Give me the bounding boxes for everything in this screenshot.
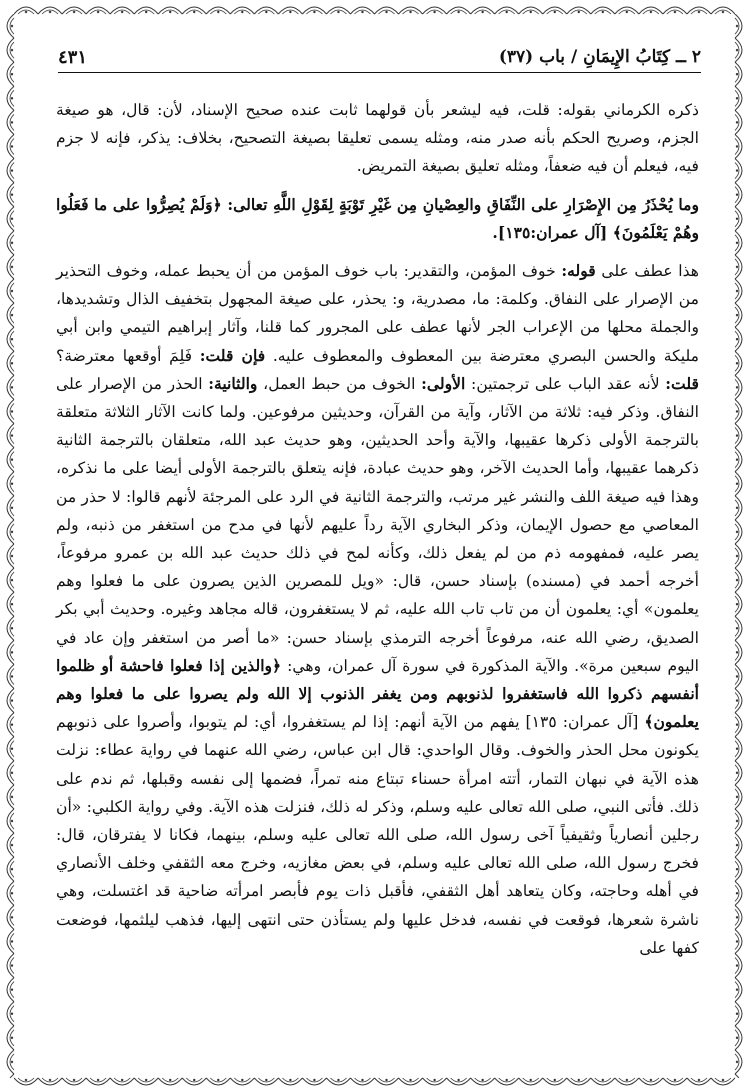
running-header — [58, 42, 701, 73]
decorative-border-bottom — [14, 1076, 735, 1090]
bab-heading: وما يُحْذَرُ مِن الإِصْرَارِ على النِّفَاقِ والعِصْيانِ مِن غَيْرِ تَوْبَةٍ لِقَوْلِ اللَّهِ تعالى: — [221, 194, 699, 214]
text-segment: لأنه عقد الباب على ترجمتين: — [465, 374, 666, 393]
text-segment: الخوف من حبط العمل، — [257, 374, 422, 393]
paragraph — [56, 96, 699, 181]
quran-verse: ﴿وَلَمْ يُصِرُّوا على ما فَعَلُوا وهُمْ يَعْلَمُونَ﴾ — [56, 194, 699, 242]
running-title: ٢ ــ كِتَابُ الإِيمَانِ / باب (٣٧) — [498, 47, 701, 67]
decorative-border-left — [2, 14, 16, 1078]
text-segment: الحذر من الإصرار على النفاق. وذكر فيه: ثلاثة من الآثار، وآية من القرآن، وحديثين مرفوعين. ولما كانت الآثار الثلاثة متعلقة بالترجمة الأولى ذكرها عقيبها، والآية وأحد الحديثين، وهو حديث عبد الله، متعلقان بالترجمة الثانية ذكرهما عقيبها، وأما الحديث الآخر، وهو حديث عبادة، فإنه يتعلق بالترجمة الأولى أيضا على ما نذكره، وهذا فيه صيغة اللف والنشر غير مرتب، والترجمة الثانية في الرد على المرجئة لأنهم قالوا: لا حذر من المعاصي مع حصول الإيمان، وذكر البخاري الآية رداً عليهم لأنها في مدح من استغفر من ذنبه، ولم يصر عليه، فمفهومه ذم من لم يفعل ذلك، وكأنه لمح في ذلك حديث عبد الله بن عمرو مرفوعاً، أخرجه أحمد في (مسنده) بإسناد حسن، قال: «ويل للمصرين الذين يصرون على ما فعلوا وهم يعلمون» أي: يعلمون أن من تاب تاب الله عليه، ثم لا يستغفرون، قاله مجاهد وغيره. وحديث أبي بكر الصديق، رضي الله عنه، مرفوعاً أخرجه الترمذي بإسناد حسن: «ما أصر من استغفر وإن عاد في اليوم سبعين مرة». والآية المذكورة في سورة آل عمران، وهي: — [56, 374, 699, 675]
body-text — [56, 96, 699, 1072]
text-segment: ذكره الكرماني بقوله: قلت، فيه ليشعر بأن قولهما ثابت عنده صحيح الإسناد، لأن: قال، هو صيغة الجزم، وصريح الحكم بأنه صدر منه، ومثله يسمى تعليقا بصيغة التصحيح، بخلاف: يذكر، فإنه لا جزم فيه، فيعلم أن فيه ضعفاً، ومثله تعليق بصيغة التمريض. — [56, 101, 699, 176]
bold-term: قلت: — [665, 373, 699, 393]
verse-reference: [آل عمران:١٣٥]. — [492, 222, 613, 242]
bold-term: الأولى: — [421, 373, 466, 393]
heading-paragraph — [56, 191, 699, 247]
decorative-border-right — [733, 14, 747, 1078]
bold-term: والثانية: — [208, 373, 258, 393]
text-segment: فَلِمَ أوقعها معترضة؟ — [56, 346, 200, 365]
quran-verse: ﴿والذين إذا فعلوا فاحشة أو ظلموا أنفسهم ذكروا الله فاستغفروا لذنوبهم ومن يغفر الذنوب إلا الله ولم يصروا على ما فعلوا وهم يعلمون﴾ — [56, 655, 699, 732]
page-number: ٤٣١ — [58, 46, 88, 68]
text-segment: [آل عمران: ١٣٥] يفهم من الآية أنهم: إذا لم يستغفروا، أي: لم يتوبوا، وأصروا على ذنوبهم يكونون محل الحذر والخوف. وقال الواحدي: قال ابن عباس، رضي الله عنهما في رواية عطاء: نزلت هذه الآية في نبهان التمار، أتته امرأة حسناء تبتاع منه تمراً، فضمها إلى نفسه وقبلها، ثم ندم على ذلك. فأتى النبي، صلى الله تعالى عليه وسلم، وذكر له ذلك، فنزلت هذه الآية. وفي رواية الكلبي: «أن رجلين أنصارياً وثقيفياً آخى رسول الله، صلى الله تعالى عليه وسلم، بينهما، فكانا لا يفترقان، قال: فخرج رسول الله، صلى الله تعالى عليه وسلم، في بعض مغازيه، وخرج معه الثقفي وخلف الأنصاري في أهله وحاجته، وكان يتعاهد أهل الثقفي، فأقبل ذات يوم فأبصر امرأته ضاحية قد اغتسلت، وهي ناشرة شعرها، فوقعت في نفسه، فدخل عليها ولم يستأذن حتى انتهى إليها، فذهب ليلثمها، فوضعت كفها على — [56, 713, 699, 957]
bold-term: فإن قلت: — [199, 345, 266, 365]
text-segment: هذا عطف على — [595, 262, 699, 281]
paragraph — [56, 257, 699, 962]
decorative-border-top — [14, 2, 735, 16]
bold-term: قوله: — [561, 261, 596, 281]
text-segment: خوف المؤمن، والتقدير: باب خوف المؤمن من أن يحبط عمله، وخوف التحذير من الإصرار على النفاق. وكلمة: ما، مصدرية، و: يحذر، على صيغة المجهول بتخفيف الذال وتشديدها، والجملة محلها من الإعراب الجر لأنها عطف على المجرور كما قلنا، وآثار إبراهيم التيمي وابن أبي مليكة والحسن البصري معترضة بين المعطوف والمعطوف عليه. — [56, 262, 699, 365]
